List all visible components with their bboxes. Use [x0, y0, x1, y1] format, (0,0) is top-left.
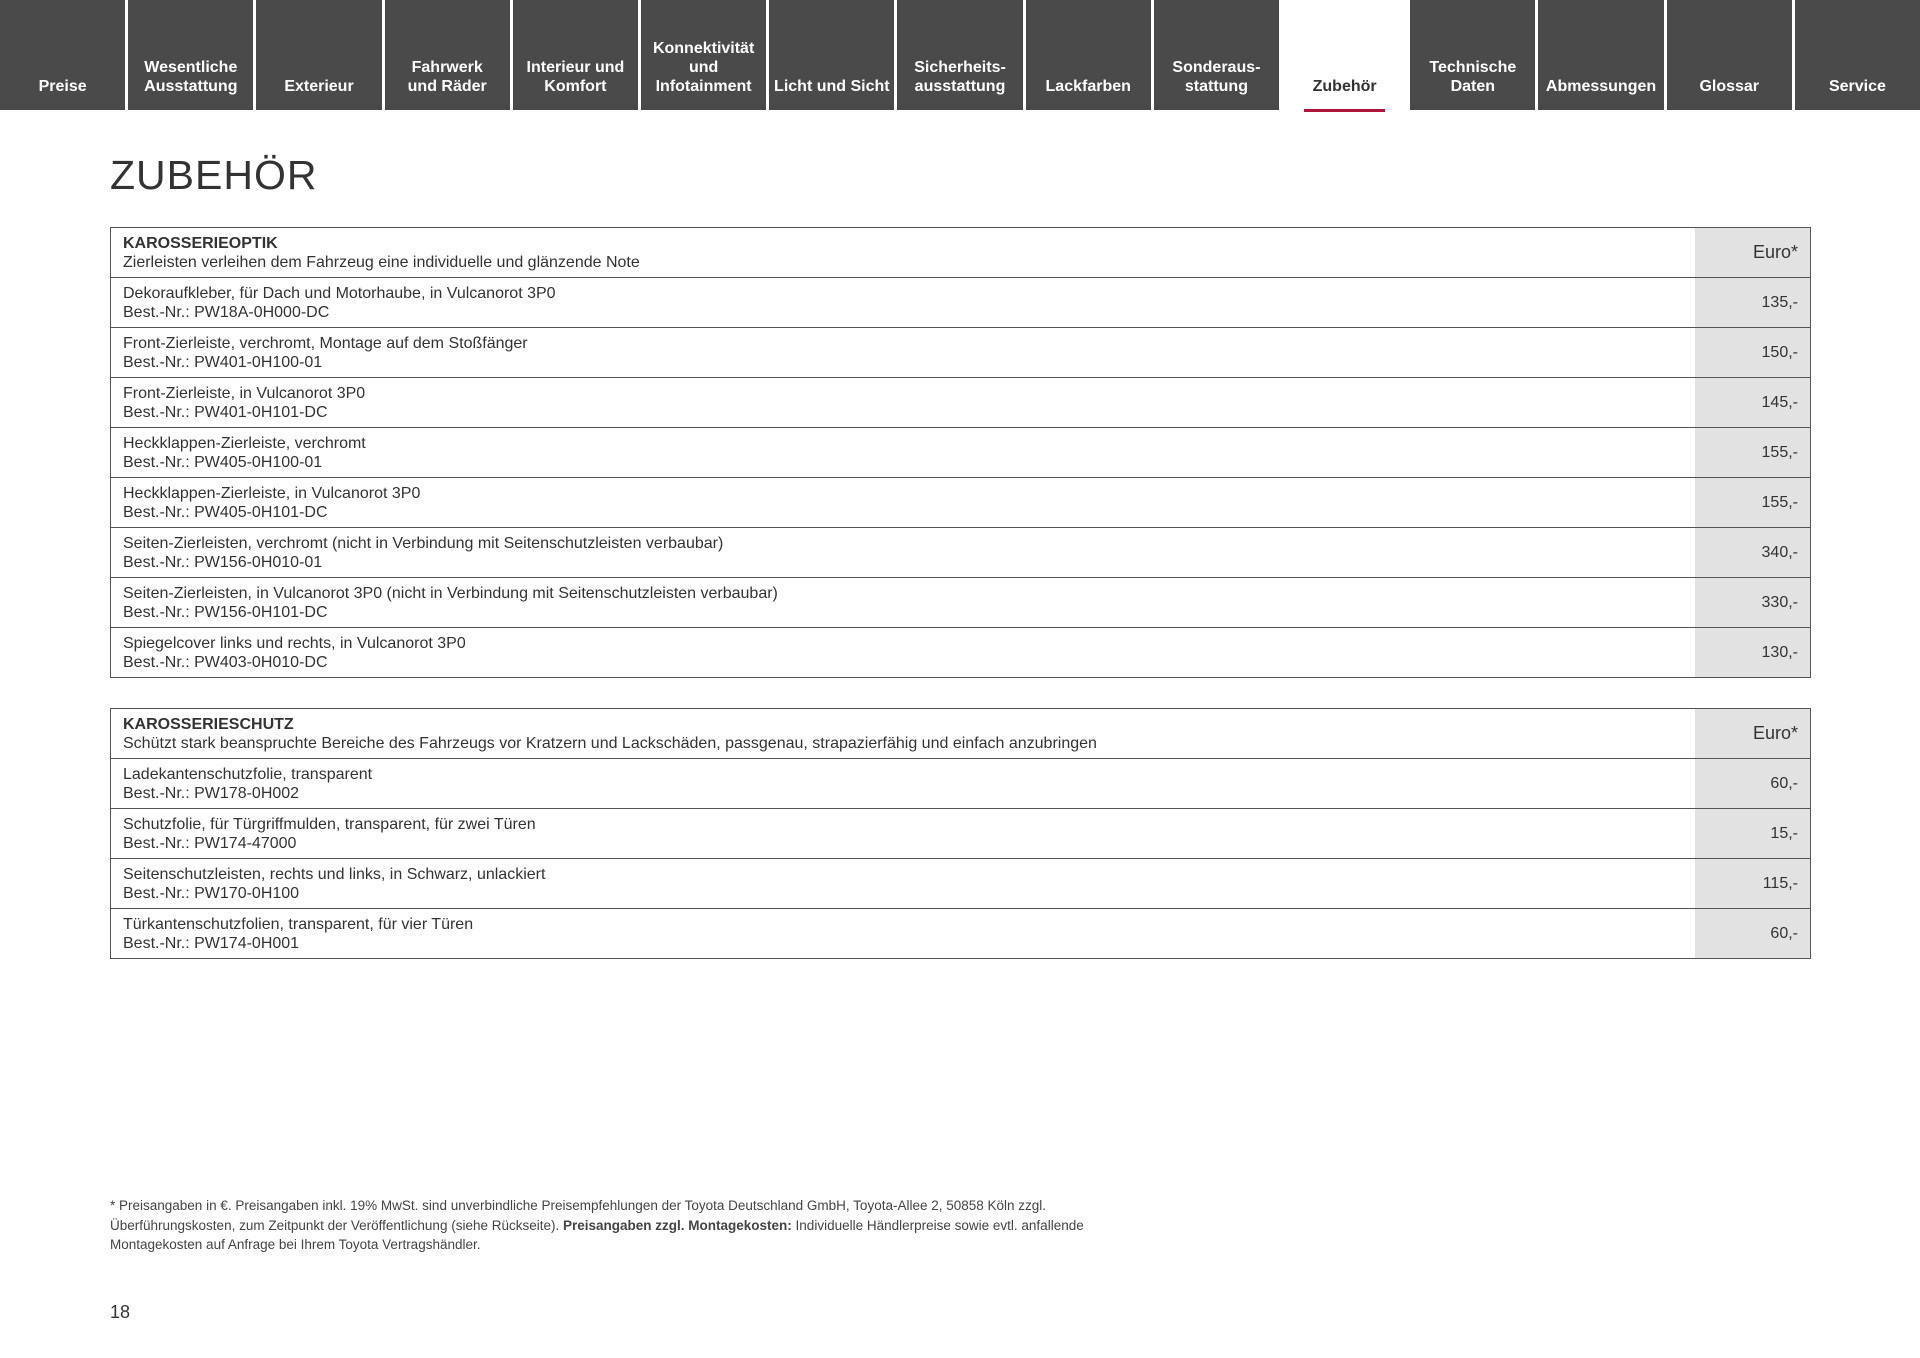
- page-title: ZUBEHÖR: [110, 152, 318, 198]
- item-name: Schutzfolie, für Türgriffmulden, transparent, für zwei Türen: [123, 815, 536, 833]
- part-number: Best.-Nr.: PW403-0H010-DC: [123, 653, 328, 671]
- item-price: 155,-: [1695, 428, 1811, 478]
- table-row: [111, 328, 1811, 378]
- price-header: Euro*: [1695, 709, 1811, 759]
- tab-fahrwerk-und-räder[interactable]: Fahrwerk und Räder: [385, 0, 510, 110]
- tab-abmessungen[interactable]: Abmessungen: [1538, 0, 1663, 110]
- tab-glossar[interactable]: Glossar: [1667, 0, 1792, 110]
- part-number: Best.-Nr.: PW156-0H010-01: [123, 553, 323, 571]
- item-price: 145,-: [1695, 378, 1811, 428]
- item-price: 150,-: [1695, 328, 1811, 378]
- part-number: Best.-Nr.: PW178-0H002: [123, 784, 300, 802]
- tab-interieur-und-komfort[interactable]: Interieur und Komfort: [513, 0, 638, 110]
- item-price: 135,-: [1695, 278, 1811, 328]
- accessory-table-karosserieoptik: [110, 227, 1811, 678]
- item-name: Seiten-Zierleisten, verchromt (nicht in Verbindung mit Seitenschutzleisten verbaubar): [123, 534, 724, 552]
- item-name: Seiten-Zierleisten, in Vulcanorot 3P0 (nicht in Verbindung mit Seitenschutzleisten verbaubar): [123, 584, 778, 602]
- item-name: Türkantenschutzfolien, transparent, für vier Türen: [123, 915, 474, 933]
- tab-lackfarben[interactable]: Lackfarben: [1026, 0, 1151, 110]
- table-header-row: [111, 709, 1811, 759]
- tab-exterieur[interactable]: Exterieur: [256, 0, 381, 110]
- part-number: Best.-Nr.: PW156-0H101-DC: [123, 603, 328, 621]
- tab-sonderaus-stattung[interactable]: Sonderaus- stattung: [1154, 0, 1279, 110]
- table-row: [111, 759, 1811, 809]
- part-number: Best.-Nr.: PW405-0H100-01: [123, 453, 323, 471]
- item-price: 155,-: [1695, 478, 1811, 528]
- item-name: Heckklappen-Zierleiste, verchromt: [123, 434, 366, 452]
- tab-technische-daten[interactable]: Technische Daten: [1410, 0, 1535, 110]
- item-name: Dekoraufkleber, für Dach und Motorhaube, in Vulcanorot 3P0: [123, 284, 556, 302]
- item-name: Spiegelcover links und rechts, in Vulcanorot 3P0: [123, 634, 466, 652]
- table-row: [111, 528, 1811, 578]
- item-name: Seitenschutzleisten, rechts und links, in Schwarz, unlackiert: [123, 865, 546, 883]
- part-number: Best.-Nr.: PW174-47000: [123, 834, 297, 852]
- part-number: Best.-Nr.: PW170-0H100: [123, 884, 300, 902]
- item-name: Front-Zierleiste, verchromt, Montage auf dem Stoßfänger: [123, 334, 528, 352]
- table-header-row: [111, 228, 1811, 278]
- page-number: 18: [110, 1302, 131, 1322]
- table-row: [111, 278, 1811, 328]
- item-price: 115,-: [1695, 859, 1811, 909]
- table-row: [111, 378, 1811, 428]
- tab-licht-und-sicht[interactable]: Licht und Sicht: [769, 0, 894, 110]
- item-name: Front-Zierleiste, in Vulcanorot 3P0: [123, 384, 366, 402]
- item-price: 130,-: [1695, 628, 1811, 678]
- item-price: 60,-: [1695, 759, 1811, 809]
- tab-service[interactable]: Service: [1795, 0, 1920, 110]
- tab-preise[interactable]: Preise: [0, 0, 125, 110]
- accessory-table-karosserieschutz: [110, 708, 1811, 959]
- table-row: [111, 578, 1811, 628]
- tab-zubehör[interactable]: Zubehör: [1282, 0, 1407, 110]
- table-row: [111, 859, 1811, 909]
- price-header: Euro*: [1695, 228, 1811, 278]
- table-row: [111, 809, 1811, 859]
- section-nav: [0, 0, 1920, 110]
- table-row: [111, 428, 1811, 478]
- table-row: [111, 628, 1811, 678]
- item-name: Ladekantenschutzfolie, transparent: [123, 765, 373, 783]
- category-description: Zierleisten verleihen dem Fahrzeug eine individuelle und glänzende Note: [123, 253, 640, 271]
- part-number: Best.-Nr.: PW401-0H100-01: [123, 353, 323, 371]
- table-row: [111, 909, 1811, 959]
- tab-sicherheits-ausstattung[interactable]: Sicherheits- ausstattung: [897, 0, 1022, 110]
- category-title: KAROSSERIEOPTIK: [123, 234, 278, 252]
- part-number: Best.-Nr.: PW405-0H101-DC: [123, 503, 328, 521]
- item-price: 330,-: [1695, 578, 1811, 628]
- tab-konnektivität-und-infotainment[interactable]: Konnektivität und Infotainment: [641, 0, 766, 110]
- tab-wesentliche-ausstattung[interactable]: Wesentliche Ausstattung: [128, 0, 253, 110]
- item-name: Heckklappen-Zierleiste, in Vulcanorot 3P0: [123, 484, 421, 502]
- category-description: Schützt stark beanspruchte Bereiche des Fahrzeugs vor Kratzern und Lackschäden, passgenau, strapazierfähig und einfach anzubringen: [123, 734, 1097, 752]
- part-number: Best.-Nr.: PW174-0H001: [123, 934, 300, 952]
- item-price: 60,-: [1695, 909, 1811, 959]
- part-number: Best.-Nr.: PW401-0H101-DC: [123, 403, 328, 421]
- category-title: KAROSSERIESCHUTZ: [123, 715, 294, 733]
- item-price: 340,-: [1695, 528, 1811, 578]
- footnote: * Preisangaben in €. Preisangaben inkl. 19% MwSt. sind unverbindliche Preisempfehlungen der Toyota Deutschland GmbH, Toyota-Allee 2, 50858 Köln zzgl. Überführungskosten, zum Zeitpunkt der Veröffentlichung (siehe Rückseite). Preisangaben zzgl. Montagekosten: Individuelle Händlerpreise sowie evtl. anfallende Montagekosten auf Anfrage bei Ihrem Toyota Vertragshändler.: [110, 1198, 1084, 1252]
- item-price: 15,-: [1695, 809, 1811, 859]
- part-number: Best.-Nr.: PW18A-0H000-DC: [123, 303, 330, 321]
- table-row: [111, 478, 1811, 528]
